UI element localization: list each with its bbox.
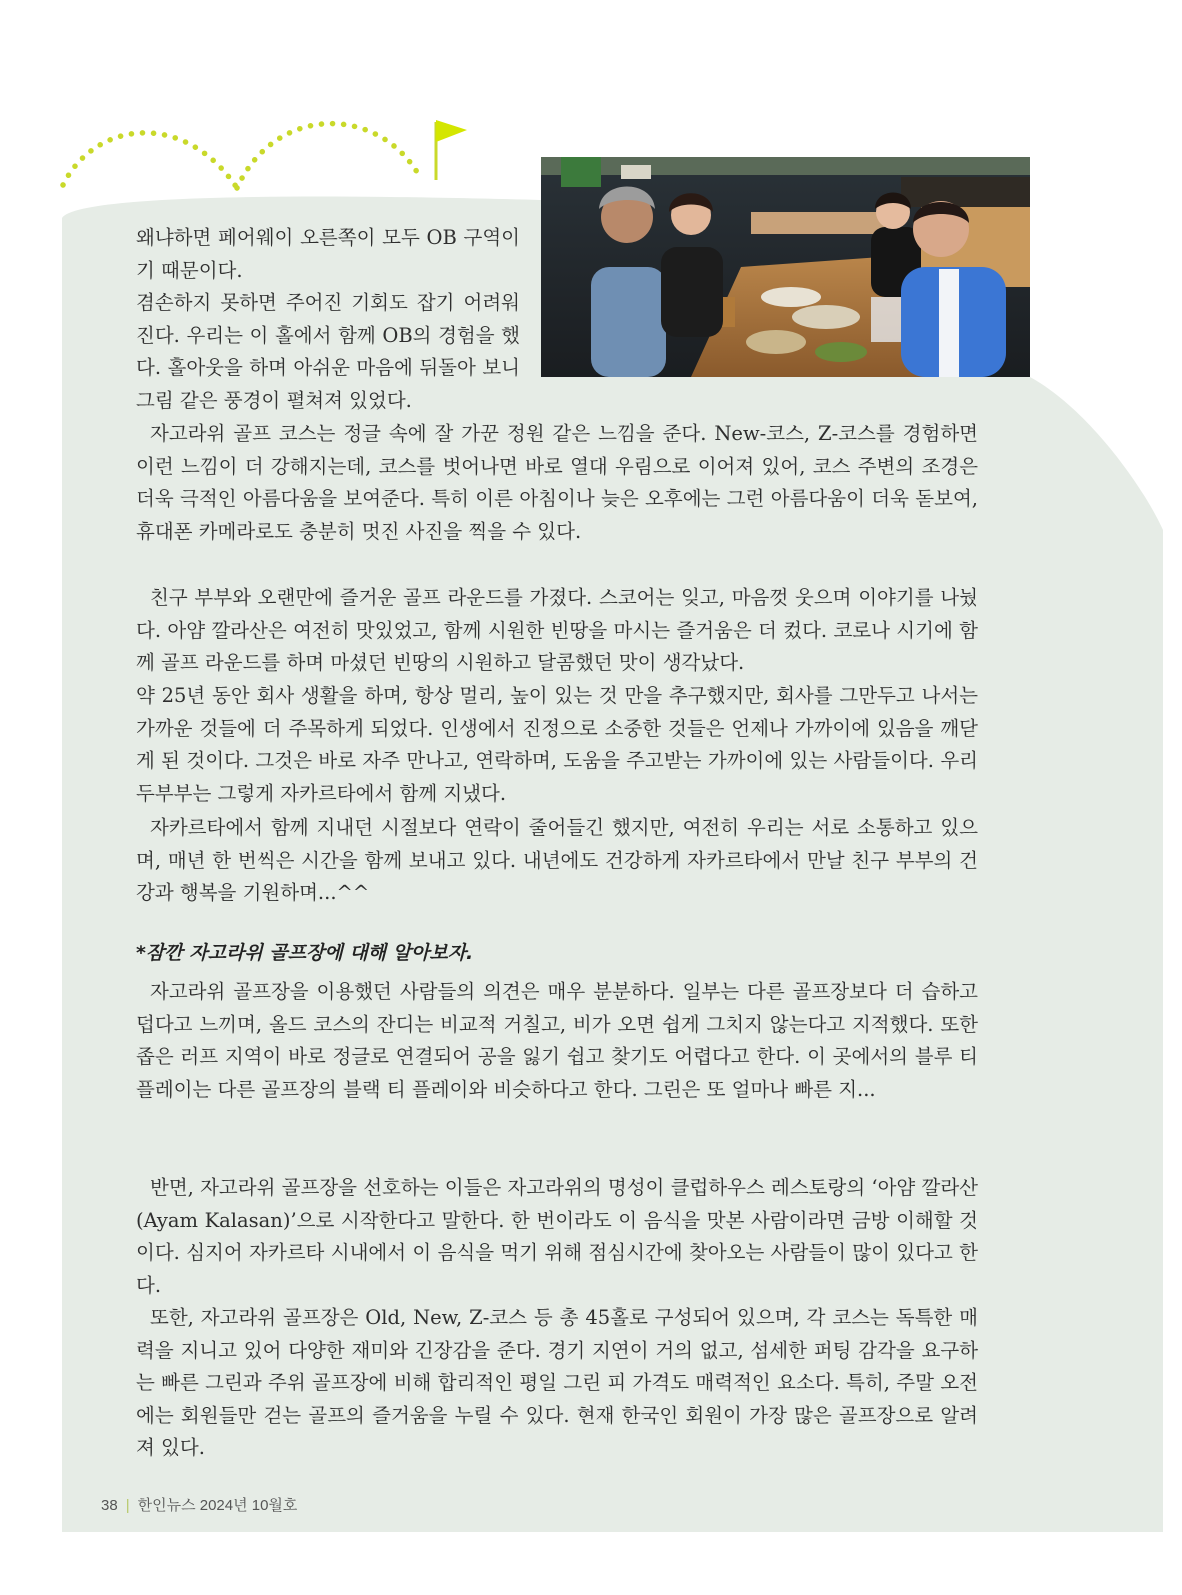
- paragraph-wishes: 자카르타에서 함께 지내던 시절보다 연락이 줄어들긴 했지만, 여전히 우리는 서로 소통하고 있으며, 매년 한 번씩은 시간을 함께 보내고 있다. 내년에도 건강하게 자카르타에서 만날 친구 부부의 건강과 행복을 기원하며...^^: [136, 816, 978, 904]
- paragraph-opinions: 자고라위 골프장을 이용했던 사람들의 의견은 매우 분분하다. 일부는 다른 골프장보다 더 습하고 덥다고 느끼며, 올드 코스의 잔디는 비교적 거칠고, 비가 오면 쉽게 그치지 않는다고 지적했다. 또한 좁은 러프 지역이 바로 정글로 연결되어 공을 잃기 쉽고 찾기도 어렵다고 한다. 이 곳에서의 블루 티 플레이는 다른 골프장의 블랙 티 플레이와 비슷하다고 한다. 그린은 또 얼마나 빠른 지...: [136, 980, 978, 1101]
- golf-flag-icon: [436, 120, 467, 180]
- paragraph-friends-round: 친구 부부와 오랜만에 즐거운 골프 라운드를 가졌다. 스코어는 잊고, 마음껏 웃으며 이야기를 나눴다. 아얌 깔라산은 여전히 맛있었고, 함께 시원한 빈땅을 마시는 즐거움은 더 컸다. 코로나 시기에 함께 골프 라운드를 하며 마셨던 빈땅의 시원하고 달콤했던 맛이 생각났다.: [136, 586, 978, 674]
- paragraph-course-structure: 또한, 자고라위 골프장은 Old, New, Z-코스 등 총 45홀로 구성되어 있으며, 각 코스는 독특한 매력을 지니고 있어 다양한 재미와 긴장감을 준다. 경기 지연이 거의 없고, 섬세한 퍼팅 감각을 요구하는 빠른 그린과 주위 골프장에 비해 합리적인 평일 그린 피 가격도 매력적인 요소다. 특히, 주말 오전에는 회원들만 걷는 골프의 즐거움을 누릴 수 있다. 현재 한국인 회원이 가장 많은 골프장으로 알려져 있다.: [136, 1306, 978, 1459]
- paragraph-ob-area: 왜냐하면 페어웨이 오른쪽이 모두 OB 구역이기 때문이다.: [136, 226, 520, 282]
- section-heading: *잠깐 자고라위 골프장에 대해 알아보자.: [136, 942, 474, 964]
- paragraph-humility: 겸손하지 못하면 주어진 기회도 잡기 어려워진다. 우리는 이 홀에서 함께 OB의 경험을 했다. 홀아웃을 하며 아쉬운 마음에 뒤돌아 보니 그림 같은 풍경이 펼쳐져 있었다.: [136, 291, 520, 412]
- publication-name: 한인뉴스 2024년 10월호: [137, 1497, 298, 1514]
- paragraph-course-scenery: 자고라위 골프 코스는 정글 속에 잘 가꾼 정원 같은 느낌을 준다. New-코스, Z-코스를 경험하면 이런 느낌이 더 강해지는데, 코스를 벗어나면 바로 열대 우림으로 이어져 있어, 코스 주변의 조경은 더욱 극적인 아름다움을 보여준다. 특히 이른 아침이나 늦은 오후에는 그런 아름다움이 더욱 돋보여, 휴대폰 카메라로도 충분히 멋진 사진을 찍을 수 있다.: [136, 422, 978, 543]
- footer-separator: |: [125, 1497, 130, 1514]
- page-number: 38: [101, 1497, 118, 1514]
- golf-arc-decoration: [55, 110, 475, 210]
- restaurant-photo: [541, 157, 1030, 377]
- paragraph-career-reflection: 약 25년 동안 회사 생활을 하며, 항상 멀리, 높이 있는 것 만을 추구했지만, 회사를 그만두고 나서는 가까운 것들에 더 주목하게 되었다. 인생에서 진정으로 소중한 것들은 언제나 가까이에 있음을 깨닫게 된 것이다. 그것은 바로 자주 만나고, 연락하며, 도움을 주고받는 가까이에 있는 사람들이다. 우리 두부부는 그렇게 자카르타에서 함께 지냈다.: [136, 684, 978, 805]
- paragraph-fans: 반면, 자고라위 골프장을 선호하는 이들은 자고라위의 명성이 클럽하우스 레스토랑의 ‘아얌 깔라산(Ayam Kalasan)’으로 시작한다고 말한다. 한 번이라도 이 음식을 맛본 사람이라면 금방 이해할 것이다. 심지어 자카르타 시내에서 이 음식을 먹기 위해 점심시간에 찾아오는 사람들이 많이 있다고 한다.: [136, 1176, 978, 1297]
- page-footer: [101, 1494, 297, 1515]
